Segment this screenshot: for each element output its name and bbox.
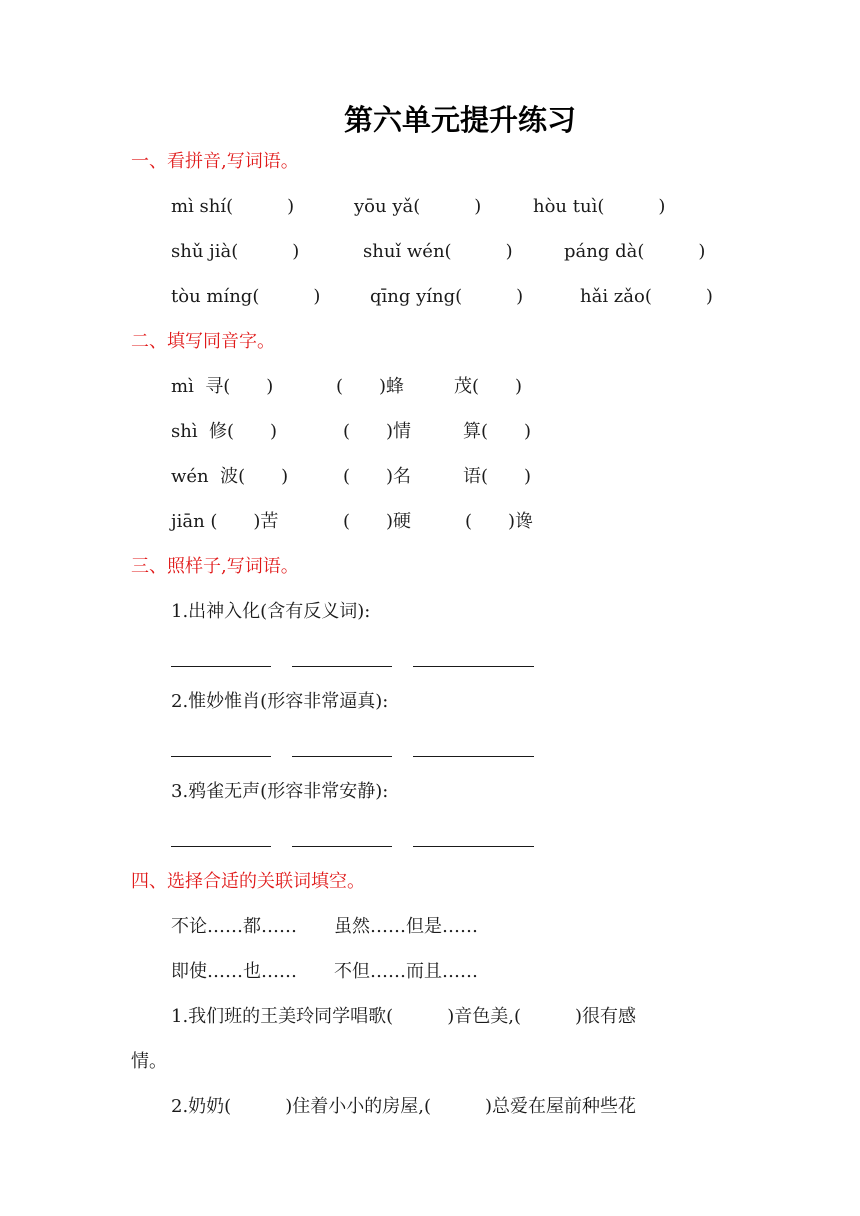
pinyin-blank[interactable]: shǔ jià( ): [171, 241, 300, 262]
pinyin-blank[interactable]: qīng yíng( ): [370, 286, 524, 307]
homophone-blank[interactable]: shì 修( ): [171, 421, 278, 442]
question-1-text[interactable]: 1.我们班的王美玲同学唱歌( )音色美,( )很有感: [171, 1006, 636, 1027]
exercise-item: 1.出神入化(含有反义词):: [171, 601, 371, 622]
answer-line[interactable]: [292, 846, 392, 847]
homophone-blank[interactable]: ( )名: [343, 466, 412, 487]
exercise-item: 2.惟妙惟肖(形容非常逼真):: [171, 691, 389, 712]
page-title: 第六单元提升练习: [343, 103, 576, 137]
pinyin-blank[interactable]: shuǐ wén( ): [363, 241, 513, 262]
conjunction-option: 不论……都……: [171, 916, 297, 937]
homophone-blank[interactable]: mì 寻( ): [171, 376, 274, 397]
homophone-blank[interactable]: wén 波( ): [171, 466, 289, 487]
conjunction-option: 虽然……但是……: [334, 916, 478, 937]
conjunction-option: 即使……也……: [171, 961, 297, 982]
pinyin-blank[interactable]: mì shí( ): [171, 196, 295, 217]
section-1-heading: 一、看拼音,写词语。: [131, 151, 299, 172]
pinyin-blank[interactable]: tòu míng( ): [171, 286, 321, 307]
pinyin-blank[interactable]: hǎi zǎo( ): [580, 286, 713, 307]
answer-line[interactable]: [171, 846, 271, 847]
homophone-blank[interactable]: 茂( ): [454, 376, 523, 397]
exercise-item: 3.鸦雀无声(形容非常安静):: [171, 781, 389, 802]
section-3-heading: 三、照样子,写词语。: [131, 556, 299, 577]
homophone-blank[interactable]: jiān ( )苦: [171, 511, 279, 532]
answer-line[interactable]: [413, 666, 534, 667]
section-2-heading: 二、填写同音字。: [131, 331, 275, 352]
pinyin-blank[interactable]: yōu yǎ( ): [354, 196, 482, 217]
pinyin-blank[interactable]: hòu tuì( ): [533, 196, 666, 217]
section-4-heading: 四、选择合适的关联词填空。: [131, 871, 365, 892]
homophone-blank[interactable]: ( )情: [343, 421, 412, 442]
conjunction-option: 不但……而且……: [334, 961, 478, 982]
homophone-blank[interactable]: ( )蜂: [336, 376, 405, 397]
answer-line[interactable]: [292, 756, 392, 757]
question-2-text[interactable]: 2.奶奶( )住着小小的房屋,( )总爱在屋前种些花: [171, 1096, 636, 1117]
answer-line[interactable]: [171, 756, 271, 757]
question-1-text-continued: 情。: [131, 1051, 167, 1072]
answer-line[interactable]: [413, 846, 534, 847]
answer-line[interactable]: [292, 666, 392, 667]
homophone-blank[interactable]: 算( ): [463, 421, 532, 442]
homophone-blank[interactable]: ( )硬: [343, 511, 412, 532]
answer-line[interactable]: [413, 756, 534, 757]
pinyin-blank[interactable]: páng dà( ): [564, 241, 706, 262]
answer-line[interactable]: [171, 666, 271, 667]
homophone-blank[interactable]: 语( ): [463, 466, 532, 487]
homophone-blank[interactable]: ( )谗: [465, 511, 534, 532]
